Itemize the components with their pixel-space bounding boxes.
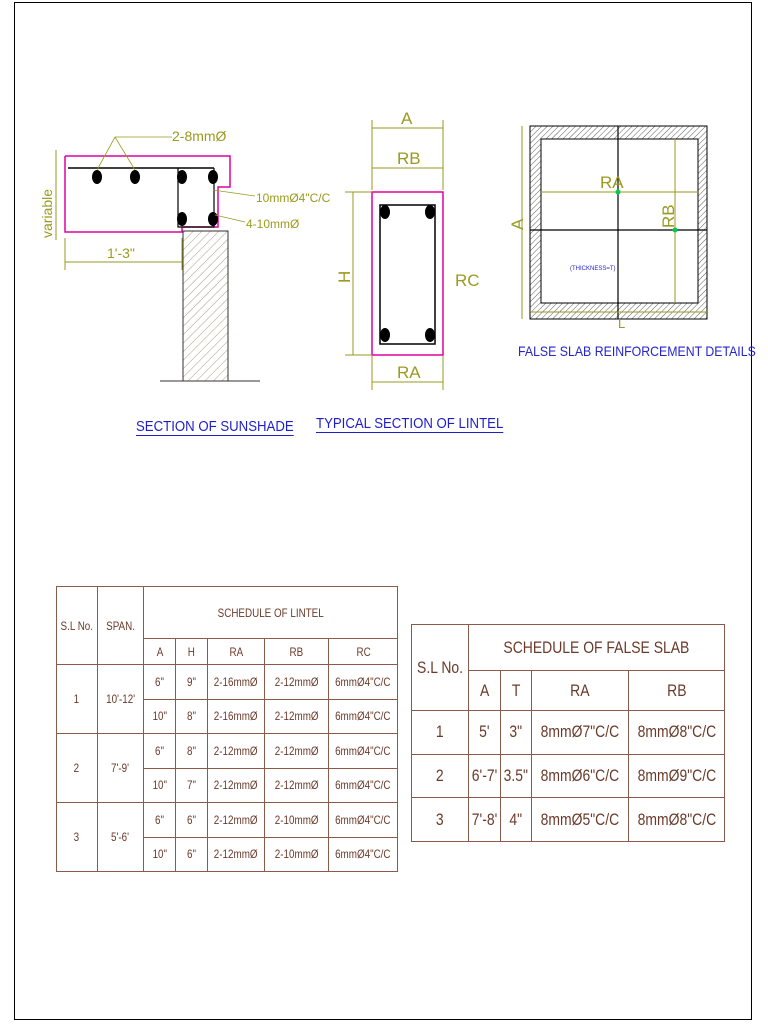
table-cell: 10" [144, 768, 176, 803]
table-cell: 3.5" [501, 754, 532, 798]
slab-thickness-label: (THICKNESS=T) [570, 266, 616, 272]
table-cell: 7'-8' [469, 798, 501, 842]
lintel-schedule-title: SCHEDULE OF LINTEL [144, 587, 398, 639]
lintel-col-a: A [144, 639, 176, 665]
lintel-bar [380, 205, 390, 219]
table-cell: 8mmØ8"C/C [628, 798, 725, 842]
false-slab-title: FALSE SLAB REINFORCEMENT DETAILS [518, 343, 756, 359]
table-cell: 8mmØ6"C/C [531, 754, 628, 798]
table-cell: 6mmØ4"C/C [329, 665, 398, 700]
lintel-h-label: H [335, 270, 354, 283]
table-cell: 7" [176, 768, 208, 803]
table-cell: 6" [144, 734, 176, 769]
lintel-title: TYPICAL SECTION OF LINTEL [316, 415, 504, 432]
table-row [412, 711, 725, 755]
lintel-a-label: A [401, 109, 413, 128]
sunshade-bar [130, 170, 140, 184]
lintel-span-1: 10'-12' [97, 665, 143, 734]
table-cell: 4" [501, 798, 532, 842]
table-cell: 2-12mmØ [264, 734, 328, 769]
table-cell: 8mmØ8"C/C [628, 711, 725, 755]
sunshade-bar [208, 212, 218, 226]
slab-col-t: T [501, 671, 532, 711]
table-row [412, 798, 725, 842]
table-cell: 6mmØ4"C/C [329, 803, 398, 838]
sunshade-bar [208, 170, 218, 184]
table-cell: 2-10mmØ [264, 803, 328, 838]
table-cell: 10" [144, 699, 176, 734]
table-row [412, 754, 725, 798]
lintel-span-header: SPAN. [97, 587, 143, 665]
table-cell: 6mmØ4"C/C [329, 837, 398, 872]
lintel-col-rb: RB [264, 639, 328, 665]
table-cell: 2-12mmØ [208, 768, 265, 803]
lintel-bar [425, 328, 435, 342]
lintel-schedule-table [56, 586, 398, 872]
slab-a-label: A [508, 218, 527, 230]
false-slab-schedule-table [411, 624, 725, 842]
table-cell: 6mmØ4"C/C [329, 699, 398, 734]
table-cell: 2-12mmØ [208, 837, 265, 872]
sunshade-bottom-bars-label: 4-10mmØ [246, 217, 300, 231]
lintel-stirrup [380, 205, 435, 344]
table-cell: 8" [176, 699, 208, 734]
slab-col-a: A [469, 671, 501, 711]
table-cell: 2-10mmØ [264, 837, 328, 872]
slab-l-label: L [618, 316, 626, 331]
lintel-sl-1: 1 [57, 665, 98, 734]
table-cell: 6'-7' [469, 754, 501, 798]
table-cell: 8" [176, 734, 208, 769]
table-cell: 8mmØ9"C/C [628, 754, 725, 798]
table-cell: 3" [501, 711, 532, 755]
table-row [57, 803, 398, 838]
lintel-sl-3: 3 [57, 803, 98, 872]
lintel-span-3: 5'-6' [97, 803, 143, 872]
table-cell: 6" [144, 665, 176, 700]
table-cell [412, 625, 725, 671]
lintel-rb-label: RB [397, 149, 421, 168]
table-cell: 2-12mmØ [264, 665, 328, 700]
slab-sl-header: S.L No. [412, 625, 469, 711]
false-slab-plan [508, 126, 707, 331]
table-cell: 2-12mmØ [208, 803, 265, 838]
table-cell: 2 [412, 754, 469, 798]
lintel-rc-label: RC [455, 271, 480, 290]
lintel-sl-2: 2 [57, 734, 98, 803]
lintel-section [335, 109, 480, 390]
table-cell: 3 [412, 798, 469, 842]
sunshade-title: SECTION OF SUNSHADE [136, 418, 294, 435]
lintel-sl-header: S.L No. [57, 587, 98, 665]
lintel-bar [425, 205, 435, 219]
sunshade-stirrup-label: 10mmØ4"C/C [256, 191, 331, 205]
table-cell: 5' [469, 711, 501, 755]
lintel-col-ra: RA [208, 639, 265, 665]
slab-rb-label: RB [659, 204, 678, 228]
slab-col-ra: RA [531, 671, 628, 711]
table-cell: 6" [144, 803, 176, 838]
table-cell: 1 [412, 711, 469, 755]
table-cell: 9" [176, 665, 208, 700]
table-cell: 2-12mmØ [264, 699, 328, 734]
sunshade-bar [177, 170, 187, 184]
table-cell: 2-16mmØ [208, 665, 265, 700]
lintel-ra-label: RA [397, 363, 421, 382]
table-cell [57, 587, 398, 639]
table-cell: 2-16mmØ [208, 699, 265, 734]
sunshade-section [39, 128, 331, 381]
slab-col-rb: RB [628, 671, 725, 711]
lintel-col-rc: RC [329, 639, 398, 665]
table-cell: 10" [144, 837, 176, 872]
table-cell: 6" [176, 837, 208, 872]
table-row [57, 665, 398, 700]
sunshade-wall [183, 231, 228, 381]
table-cell: 8mmØ7"C/C [531, 711, 628, 755]
table-row [57, 734, 398, 769]
table-cell: 6mmØ4"C/C [329, 768, 398, 803]
lintel-col-h: H [176, 639, 208, 665]
sunshade-top-bar-label: 2-8mmØ [172, 128, 227, 144]
lintel-span-2: 7'-9' [97, 734, 143, 803]
table-cell: 2-12mmØ [208, 734, 265, 769]
table-cell: 8mmØ5"C/C [531, 798, 628, 842]
sunshade-variable-label: variable [39, 188, 55, 238]
table-cell: 6mmØ4"C/C [329, 734, 398, 769]
table-cell: 6" [176, 803, 208, 838]
sunshade-bar [177, 212, 187, 226]
sunshade-bar [92, 170, 102, 184]
lintel-bar [380, 328, 390, 342]
sunshade-width-label: 1'-3" [107, 245, 135, 261]
slab-schedule-title: SCHEDULE OF FALSE SLAB [469, 625, 725, 671]
slab-ra-label: RA [600, 173, 624, 192]
table-cell: 2-12mmØ [264, 768, 328, 803]
